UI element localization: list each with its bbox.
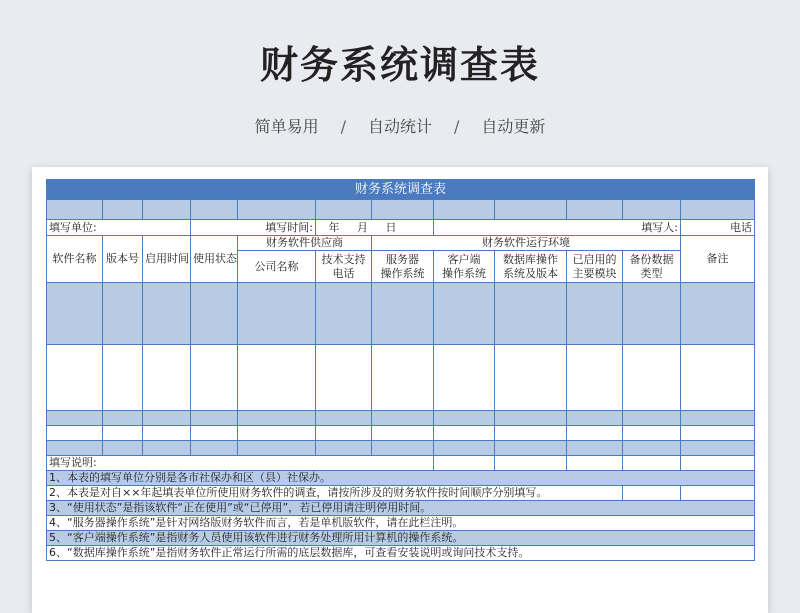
cell[interactable] [623, 345, 681, 411]
cell[interactable] [681, 200, 755, 220]
cell[interactable] [238, 200, 316, 220]
cell[interactable] [316, 345, 372, 411]
cell[interactable] [47, 283, 103, 345]
cell[interactable] [567, 345, 623, 411]
col-backup [623, 251, 681, 283]
notes-title-row [47, 456, 755, 471]
col-backup-line1: 备份数据 [629, 252, 674, 266]
col-version: 版本号 [103, 236, 143, 283]
cell[interactable] [434, 200, 495, 220]
cell[interactable] [495, 441, 567, 456]
cell[interactable] [372, 426, 434, 441]
survey-table [46, 179, 755, 561]
cell[interactable] [238, 411, 316, 426]
cell[interactable] [567, 441, 623, 456]
col-server-line2: 操作系统 [380, 266, 425, 280]
table-row [47, 283, 755, 345]
note-row [47, 501, 755, 516]
cell[interactable] [623, 441, 681, 456]
cell[interactable] [567, 283, 623, 345]
col-client-line1: 客户端 [447, 252, 481, 266]
subtitle-item-1: 简单易用 [254, 117, 319, 136]
table-row [47, 345, 755, 411]
table-row [47, 441, 755, 456]
cell[interactable] [567, 200, 623, 220]
col-software-name: 软件名称 [47, 236, 103, 283]
col-company: 公司名称 [238, 251, 316, 283]
cell[interactable] [681, 426, 755, 441]
cell[interactable] [47, 200, 103, 220]
cell[interactable] [495, 200, 567, 220]
group-header-row [47, 236, 755, 251]
cell[interactable] [495, 426, 567, 441]
note-row [47, 546, 755, 561]
cell[interactable] [495, 283, 567, 345]
cell[interactable] [238, 441, 316, 456]
fill-date[interactable] [316, 220, 434, 236]
note-row [47, 471, 755, 486]
group-supplier: 财务软件供应商 [238, 236, 372, 251]
col-modules-line2: 主要模块 [572, 266, 617, 280]
cell[interactable] [623, 283, 681, 345]
cell[interactable] [495, 345, 567, 411]
cell[interactable] [238, 345, 316, 411]
cell[interactable] [238, 283, 316, 345]
cell[interactable] [103, 200, 143, 220]
note-row [47, 486, 755, 501]
cell[interactable] [103, 345, 143, 411]
cell[interactable] [681, 345, 755, 411]
col-client-os [434, 251, 495, 283]
cell[interactable] [143, 441, 191, 456]
cell[interactable] [47, 411, 103, 426]
cell[interactable] [434, 283, 495, 345]
cell[interactable] [434, 426, 495, 441]
blank-band-row [47, 200, 755, 220]
cell[interactable] [238, 426, 316, 441]
cell[interactable] [191, 411, 238, 426]
col-modules-line1: 已启用的 [572, 252, 617, 266]
subtitle-item-3: 自动更新 [481, 117, 546, 136]
subtitle-separator: / [454, 117, 460, 136]
cell[interactable] [567, 411, 623, 426]
cell[interactable] [143, 426, 191, 441]
note-row [47, 531, 755, 546]
fill-time-label: 填写时间: [191, 220, 316, 236]
col-remark: 备注 [681, 236, 755, 283]
col-start-time: 启用时间 [143, 236, 191, 283]
cell[interactable] [316, 411, 372, 426]
table-title: 财务系统调查表 [47, 180, 755, 200]
col-backup-line2: 类型 [640, 266, 663, 280]
subtitle-item-2: 自动统计 [367, 117, 432, 136]
fill-unit-label: 填写单位: [47, 220, 191, 236]
cell[interactable] [316, 200, 372, 220]
cell[interactable] [372, 441, 434, 456]
cell[interactable] [567, 426, 623, 441]
group-environment: 财务软件运行环境 [372, 236, 681, 251]
cell[interactable] [143, 283, 191, 345]
note-5: 5、“客户端操作系统”是指财务人员使用该软件进行财务处理所用计算机的操作系统。 [47, 531, 755, 546]
col-database [495, 251, 567, 283]
cell[interactable] [191, 283, 238, 345]
cell[interactable] [103, 441, 143, 456]
cell[interactable] [191, 345, 238, 411]
page-title: 财务系统调查表 [259, 43, 540, 87]
note-6: 6、“数据库操作系统”是指财务软件正常运行所需的底层数据库，可查看安装说明或询问技术支持。 [47, 546, 755, 561]
info-row [47, 220, 755, 236]
cell[interactable] [47, 426, 103, 441]
cell[interactable] [47, 441, 103, 456]
col-db-line2: 系统及版本 [503, 266, 558, 280]
cell[interactable] [495, 411, 567, 426]
cell[interactable] [143, 345, 191, 411]
cell[interactable] [681, 283, 755, 345]
cell[interactable] [143, 411, 191, 426]
cell[interactable] [103, 411, 143, 426]
cell[interactable] [191, 441, 238, 456]
note-4: 4、“服务器操作系统”是针对网络版财务软件而言，若是单机版软件，请在此栏注明。 [47, 516, 755, 531]
cell[interactable] [316, 426, 372, 441]
day-label: 日 [385, 220, 397, 234]
cell[interactable] [191, 200, 238, 220]
cell[interactable] [623, 486, 681, 501]
cell[interactable] [191, 426, 238, 441]
note-2: 2、本表是对自××年起填表单位所使用财务软件的调查，请按所涉及的财务软件按时间顺序分别填写。 [47, 486, 623, 501]
col-server-line1: 服务器 [386, 252, 419, 266]
cell[interactable] [681, 441, 755, 456]
table-row [47, 411, 755, 426]
cell[interactable] [495, 456, 567, 471]
cell[interactable] [372, 283, 434, 345]
col-server-os [372, 251, 434, 283]
note-3: 3、“使用状态”是指该软件“正在使用”或“已停用”，若已停用请注明停用时间。 [47, 501, 755, 516]
phone-label: 电话 [681, 220, 755, 236]
cell[interactable] [434, 441, 495, 456]
cell[interactable] [372, 200, 434, 220]
cell[interactable] [623, 456, 681, 471]
cell[interactable] [567, 456, 623, 471]
cell[interactable] [623, 411, 681, 426]
cell[interactable] [681, 456, 755, 471]
col-client-line2: 操作系统 [442, 266, 486, 280]
cell[interactable] [681, 411, 755, 426]
cell[interactable] [316, 283, 372, 345]
col-db-line1: 数据库操作 [503, 252, 558, 266]
spreadsheet-card [32, 167, 768, 613]
col-status: 使用状态 [191, 236, 238, 283]
cell[interactable] [143, 200, 191, 220]
cell[interactable] [681, 486, 755, 501]
cell[interactable] [434, 411, 495, 426]
fill-person-label: 填写人: [434, 220, 681, 236]
note-row [47, 516, 755, 531]
year-label: 年 [328, 220, 340, 234]
cell[interactable] [623, 200, 681, 220]
cell[interactable] [434, 456, 495, 471]
cell[interactable] [372, 411, 434, 426]
col-modules [567, 251, 623, 283]
col-support-line1: 技术支持 [321, 252, 366, 266]
cell[interactable] [103, 283, 143, 345]
col-support [316, 251, 372, 283]
notes-title: 填写说明: [47, 456, 434, 471]
cell[interactable] [372, 345, 434, 411]
cell[interactable] [434, 345, 495, 411]
table-row [47, 426, 755, 441]
col-support-line2: 电话 [332, 266, 355, 280]
cell[interactable] [103, 426, 143, 441]
subtitle-separator: / [340, 117, 346, 136]
cell[interactable] [47, 345, 103, 411]
cell[interactable] [316, 441, 372, 456]
subtitle [0, 114, 800, 137]
month-label: 月 [356, 220, 368, 234]
note-1: 1、本表的填写单位分别是各市社保办和区（县）社保办。 [47, 471, 755, 486]
cell[interactable] [623, 426, 681, 441]
